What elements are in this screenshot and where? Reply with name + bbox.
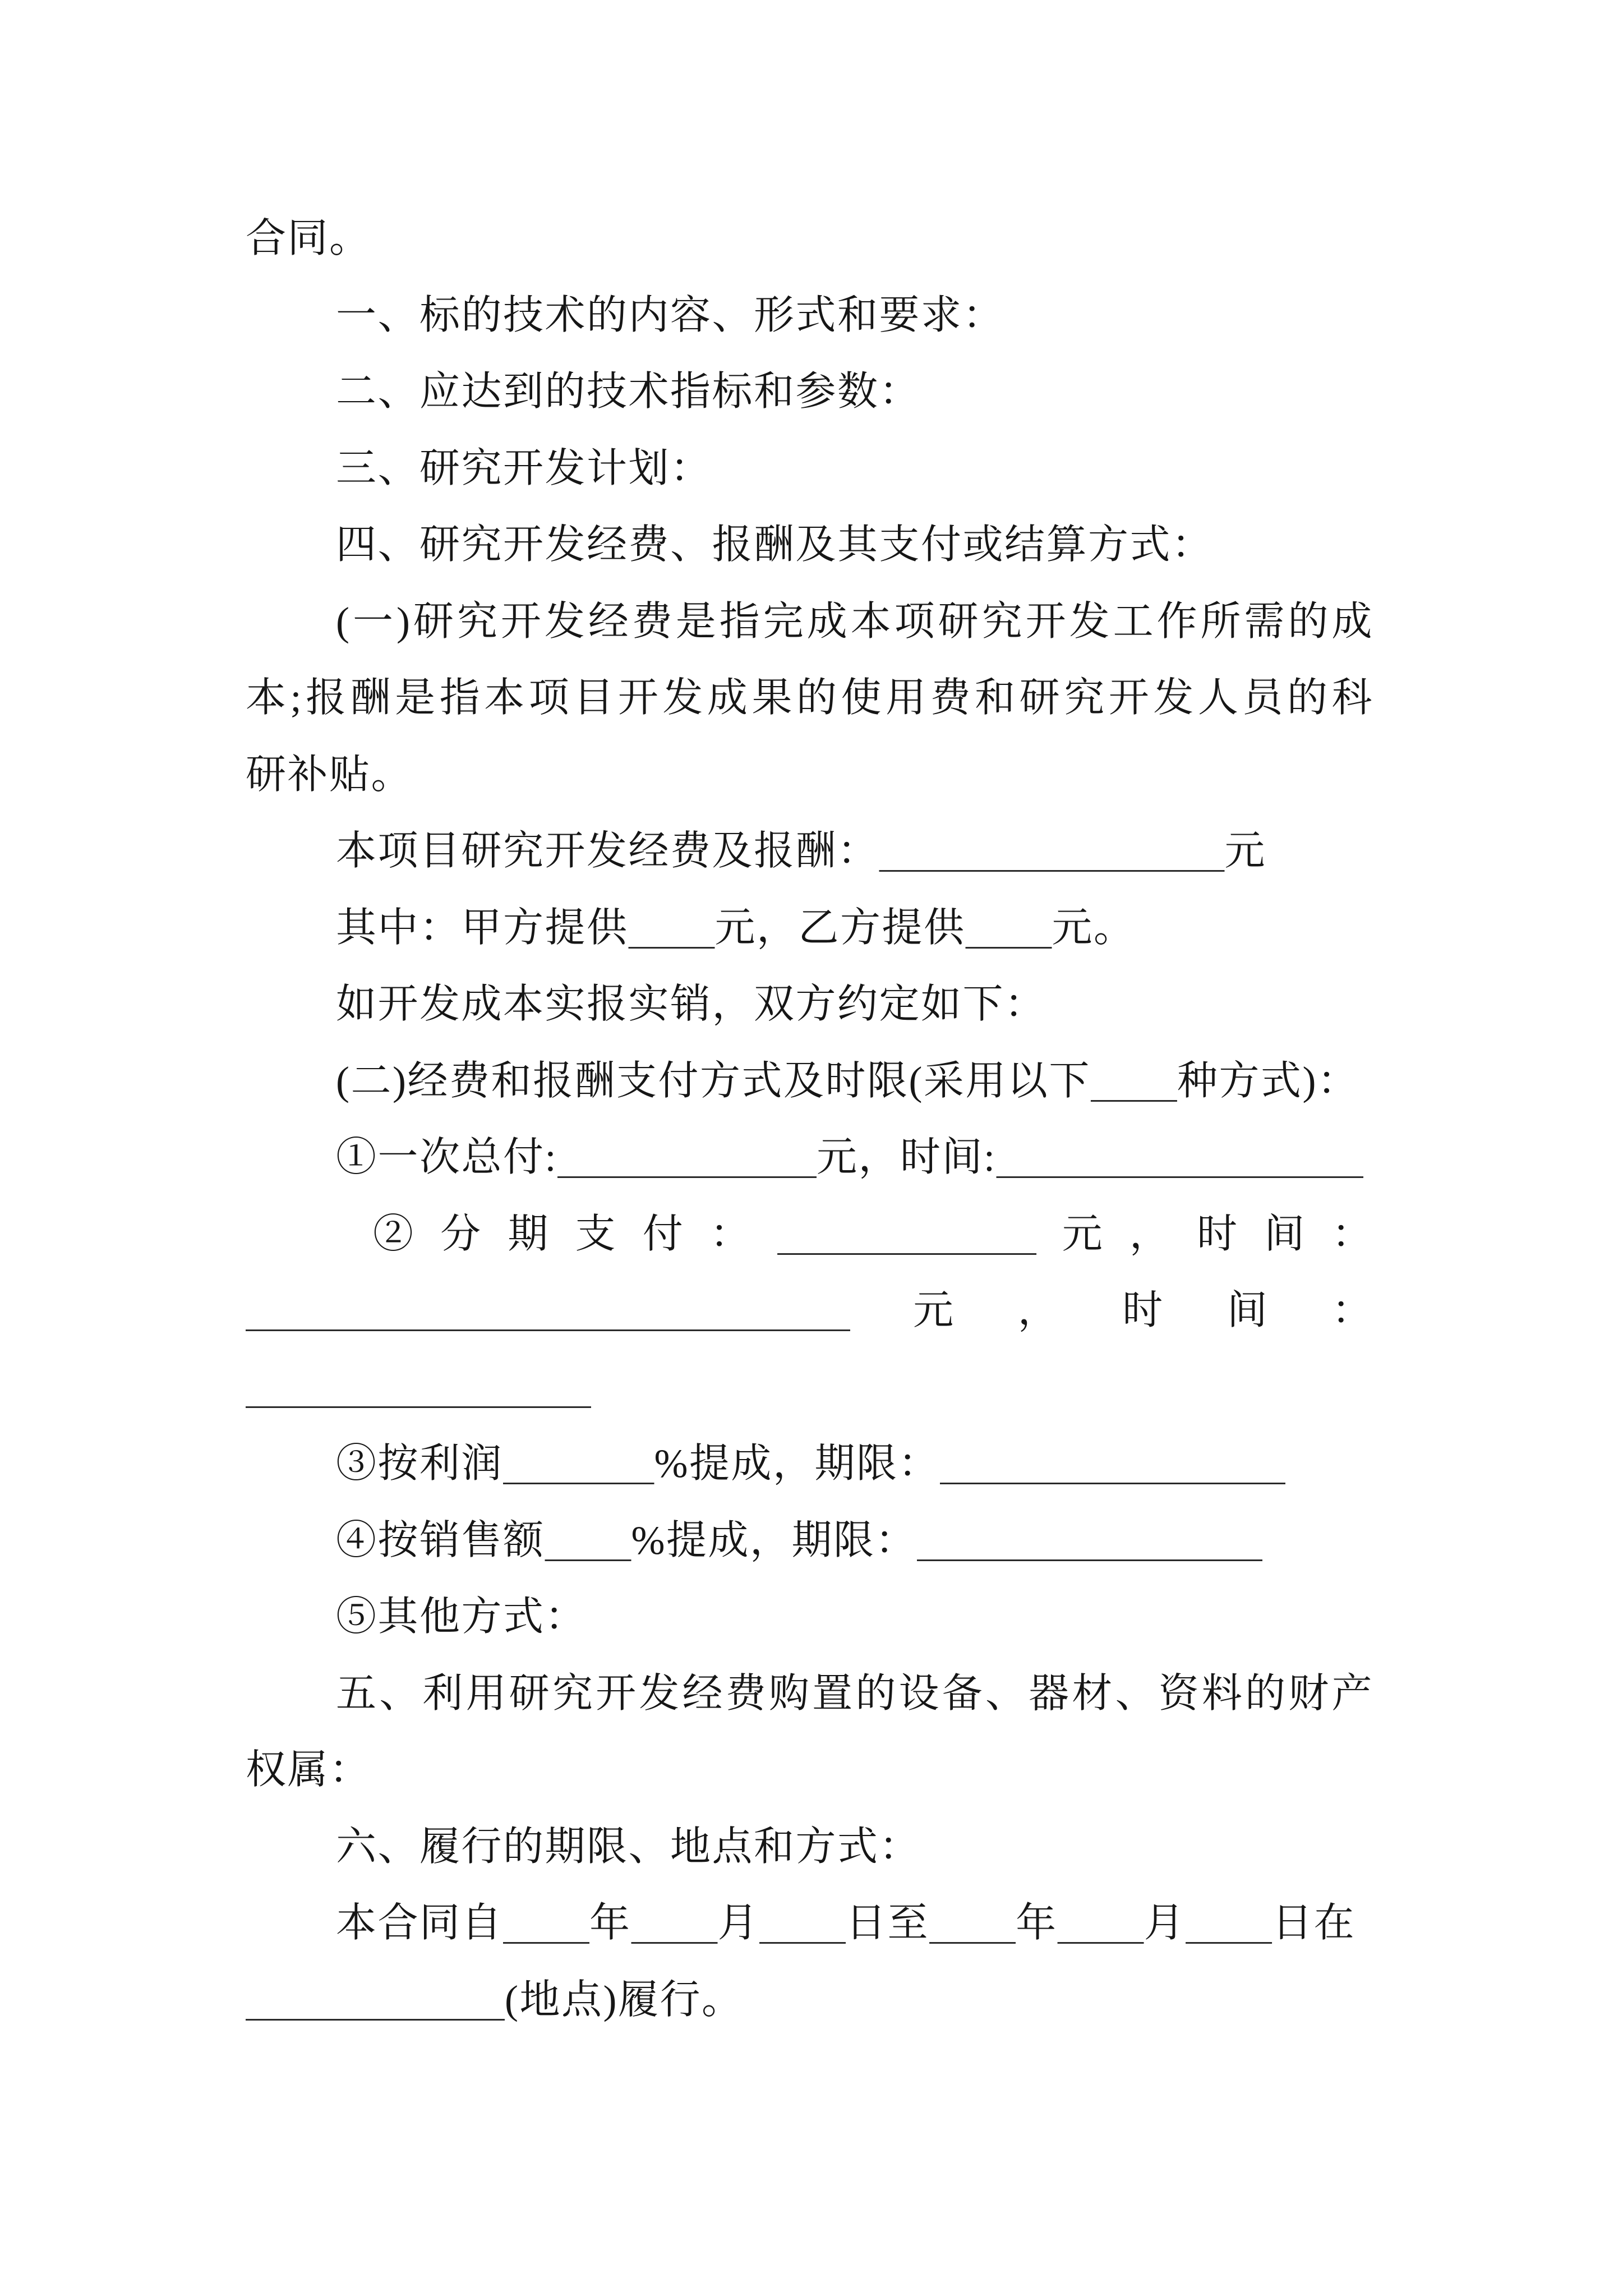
fill-in-blank	[777, 1212, 1036, 1257]
fill-in-blank	[503, 1901, 589, 1945]
term-dates-line-2: (地点)履行。	[246, 1962, 1373, 2039]
fill-in-blank	[631, 1901, 718, 1945]
fill-in-blank	[759, 1901, 846, 1945]
payment-option-other: ⑤其他方式：	[336, 1594, 587, 1639]
clause-5-heading-line-2: 权属：	[246, 1747, 371, 1792]
fill-in-blank	[246, 1365, 591, 1410]
actual-cost-line: 如开发成本实报实销，双方约定如下：	[336, 982, 1046, 1027]
clause-4-heading: 四、研究开发经费、报酬及其支付或结算方式：	[336, 522, 1214, 567]
fill-in-blank	[1058, 1901, 1144, 1945]
fill-in-blank	[879, 829, 1225, 873]
clause-1-heading: 一、标的技术的内容、形式和要求：	[336, 292, 1005, 338]
payment-option-sales-share: ④按销售额 %提成，期限：	[246, 1502, 1373, 1579]
contract-fragment-line: 合同。	[246, 216, 371, 261]
fill-in-blank	[545, 1518, 631, 1563]
payment-option-installment-line-2: 元，时间：	[246, 1272, 1373, 1349]
fill-in-blank	[1091, 1059, 1177, 1103]
total-fee-line: 本项目研究开发经费及报酬： 元	[336, 829, 1267, 873]
fill-in-blank	[246, 1977, 505, 2022]
fill-in-blank	[557, 1135, 817, 1180]
term-dates-line-1: 本合同自 年 月 日至 年 月 日在	[336, 1901, 1356, 1945]
clause-4-1-text-line-2: 本;报酬是指本项目开发成果的使用费和研究开发人员的科	[246, 675, 1373, 720]
clause-4-2-heading: (二)经费和报酬支付方式及时限(采用以下 种方式)：	[336, 1058, 1359, 1103]
clause-2-heading: 二、应达到的技术指标和参数：	[336, 369, 921, 414]
contract-text-body	[246, 200, 1373, 2038]
clause-5-heading-line-1: 五、利用研究开发经费购置的设备、器材、资料的财产	[336, 1671, 1373, 1716]
fill-in-blank	[940, 1441, 1285, 1486]
payment-option-installment-line-1: ②分期支付： 元，时间：	[373, 1211, 1373, 1257]
payment-option-profit-share: ③按利润 %提成，期限：	[246, 1425, 1373, 1502]
clause-6-heading: 六、履行的期限、地点和方式：	[336, 1824, 921, 1869]
payment-option-lump-sum: ①一次总付: 元，时间:	[246, 1119, 1373, 1196]
fee-split-line: 其中：甲方提供 元，乙方提供 元。	[336, 905, 1136, 950]
fill-in-blank	[917, 1518, 1262, 1563]
fill-in-blank	[629, 905, 715, 950]
clause-4-1-text-line-1: (一)研究开发经费是指完成本项研究开发工作所需的成	[336, 599, 1373, 644]
fill-in-blank	[929, 1901, 1016, 1945]
fill-in-blank	[966, 905, 1052, 950]
fill-in-blank	[246, 1288, 850, 1333]
clause-4-1-text-line-3: 研补贴。	[246, 752, 413, 797]
fill-in-blank	[1186, 1901, 1272, 1945]
clause-3-heading: 三、研究开发计划：	[336, 445, 712, 491]
payment-option-installment-line-3	[246, 1349, 1373, 1426]
fill-in-blank	[503, 1441, 654, 1486]
fill-in-blank	[997, 1135, 1364, 1180]
